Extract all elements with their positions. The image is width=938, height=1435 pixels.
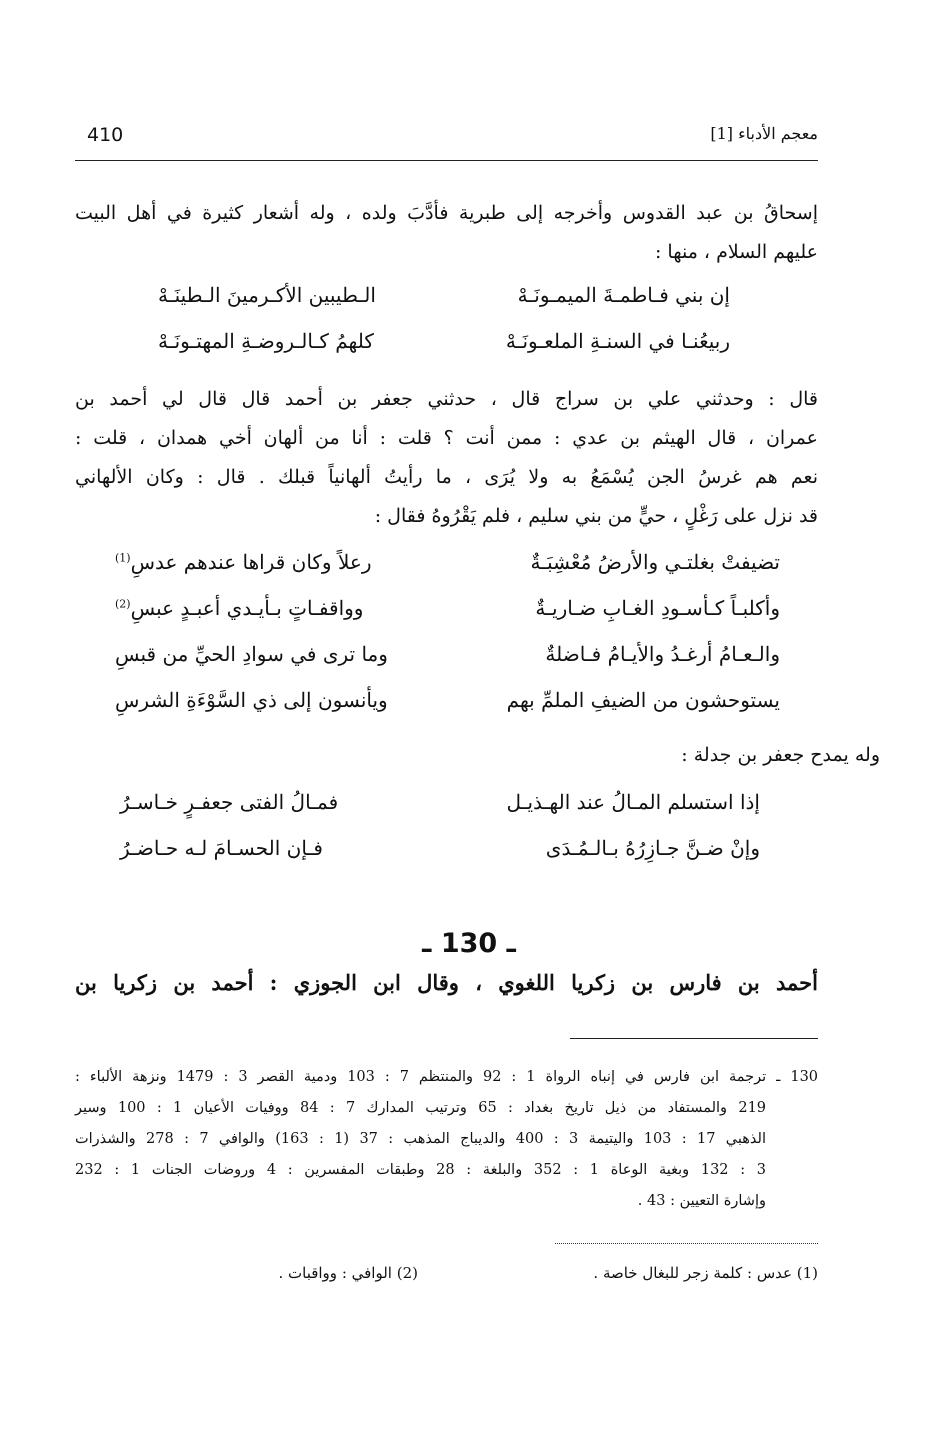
entry-heading: أحمد بن فارس بن زكريا اللغوي ، وقال ابن الجوزي : أحمد بن زكريا بن: [75, 970, 818, 995]
verse-second-hemistich: فمـالُ الفتى جعفـرٍ خـاسـرُ: [120, 790, 339, 814]
poem-3: [75, 790, 818, 882]
prose-line: نعم هم غرسُ الجن يُسْمَعُ به ولا يُرَى ، ما رأيتُ ألهانياً قبلك . قال : وكان الألهاني: [75, 466, 818, 488]
footnote-line: الذهبي 17 : 103 واليتيمة 3 : 400 والديباج المذهب : 37 (1 : 163) والوافي 7 : 278 والشذرات: [75, 1131, 766, 1147]
verse-line: [75, 688, 818, 734]
prose-line: قد نزل على رَغْلٍ ، حيٍّ من بني سليم ، فلم يَقْرُوهُ فقال :: [374, 505, 818, 527]
verse-line: [75, 642, 818, 688]
verse-line: [75, 596, 818, 642]
verse-first-hemistich: والـعـامُ أرغـدُ والأيـامُ فـاضلةٌ: [545, 642, 780, 666]
verse-notes: [75, 1264, 818, 1298]
footnote-divider: [570, 1038, 818, 1039]
verse-second-hemistich: فـإن الحسـامَ لـه حـاضـرُ: [120, 836, 323, 860]
verse-first-hemistich: تضيفتْ بغلتـي والأرضُ مُعْشِبَـةٌ: [530, 550, 780, 574]
verse-first-hemistich: إذا استسلم المـالُ عند الهـذيـل: [506, 790, 760, 814]
footnote-line: 3 : 132 وبغية الوعاة 1 : 352 والبلغة : 28 وطبقات المفسرين : 4 وروضات الجنات 1 : 232: [75, 1162, 766, 1178]
verse-second-hemistich: كلهمُ كـالـروضـةِ المهتـونَـهْ: [158, 329, 374, 353]
verse-second-hemistich: ويأنسون إلى ذي السَّوْءَةِ الشرسِ: [115, 688, 388, 712]
poem-2: [75, 550, 818, 734]
entry-number: ـ 130 ـ: [422, 928, 516, 959]
prose-line: عليهم السلام ، منها :: [654, 241, 818, 263]
verse-line: [75, 550, 818, 596]
verse-text: وواقفـاتٍ بـأيـدي أعبـدٍ عبسِ: [130, 596, 364, 620]
prose-line: إسحاقُ بن عبد القدوس وأخرجه إلى طبرية فأدَّبَ ولده ، وله أشعار كثيرة في أهل البيت: [75, 202, 818, 224]
verse-second-hemistich: وما ترى في سوادِ الحيِّ من قبسِ: [115, 642, 388, 666]
prose-paragraph-2: [75, 380, 818, 536]
footnote-marker: (1): [115, 551, 131, 565]
header-divider: [75, 160, 818, 161]
verse-line: [75, 836, 818, 882]
verse-line: [75, 329, 818, 375]
page-header: [75, 120, 818, 154]
footnote-line: 130 ـ ترجمة ابن فارس في إنباه الرواة 1 : 92 والمنتظم 7 : 103 ودمية القصر 3 : 1479 ونزهة الألباء :: [75, 1069, 819, 1085]
entry-footnote: [75, 1062, 818, 1217]
verse-first-hemistich: ربيعُنـا في السنـةِ الملعـونَـهْ: [505, 329, 730, 353]
page-number: 410: [87, 124, 124, 146]
note-1: (1) عدس : كلمة زجر للبغال خاصة .: [593, 1264, 818, 1282]
footnote-line: 219 والمستفاد من ذيل تاريخ بغداد : 65 وترتيب المدارك 7 : 84 ووفيات الأعيان 1 : 100 وسير: [75, 1100, 767, 1116]
note-2: (2) الوافي : وواقبات .: [278, 1264, 418, 1282]
footnote-line: وإشارة التعيين : 43 .: [637, 1193, 766, 1209]
poem-3-intro: وله يمدح جعفر بن جدلة :: [681, 744, 880, 766]
verse-first-hemistich: وإنْ ضـنَّ جـازِرُهُ بـالـمُـدَى: [545, 836, 760, 860]
verse-line: [75, 283, 818, 329]
verse-first-hemistich: إن بني فـاطمـةَ الميمـونَـهْ: [517, 283, 730, 307]
verse-line: [75, 790, 818, 836]
running-title: معجم الأدباء [1]: [710, 124, 818, 143]
footnote-marker: (2): [115, 597, 131, 611]
poem-1: [75, 283, 818, 375]
verse-first-hemistich: وأكلبـاً كـأسـودِ الغـابِ ضـاريـةٌ: [535, 596, 780, 620]
verse-second-hemistich: [115, 596, 363, 620]
prose-line: عمران ، قال الهيثم بن عدي : ممن أنت ؟ قلت : أنا من ألهان أخي همدان ، قلت :: [75, 427, 818, 449]
prose-paragraph-1: [75, 194, 818, 272]
verse-second-hemistich: الـطيبين الأكـرمينَ الـطينَـهْ: [158, 283, 376, 307]
notes-dotted-divider: [555, 1243, 818, 1244]
prose-line: قال : وحدثني علي بن سراج قال ، حدثني جعفر بن أحمد قال قال لي أحمد بن: [75, 388, 818, 410]
verse-second-hemistich: [115, 550, 371, 574]
verse-text: رعلاً وكان قراها عندهم عدسِ: [130, 550, 372, 574]
verse-first-hemistich: يستوحشون من الضيفِ الملمِّ بهم: [506, 688, 780, 712]
